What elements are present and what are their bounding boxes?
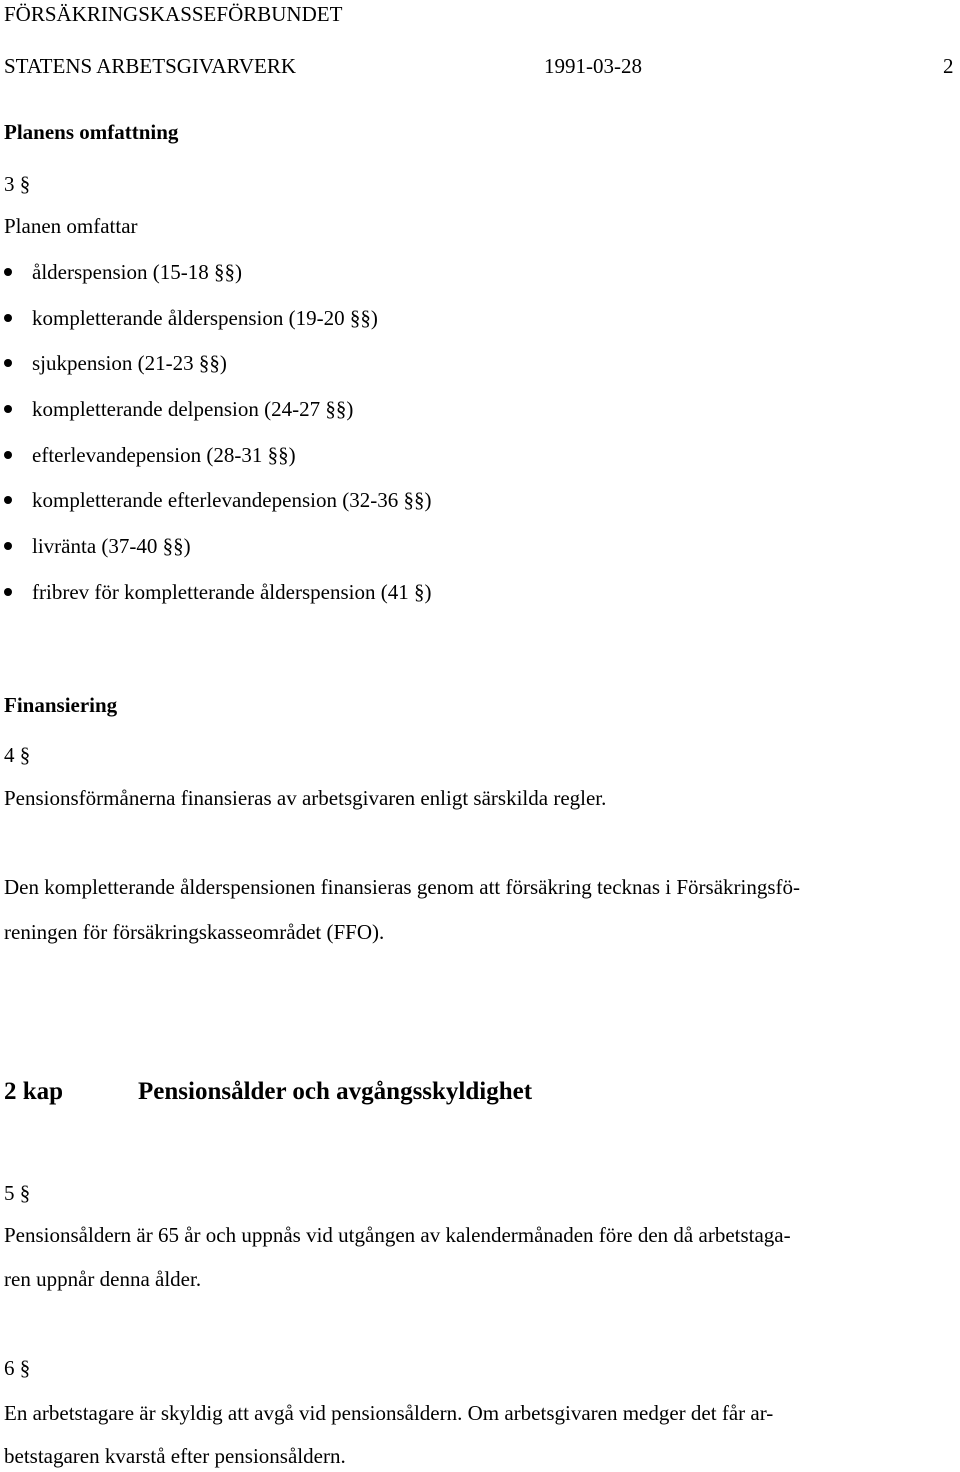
header-org: FÖRSÄKRINGSKASSEFÖRBUNDET [4,2,343,26]
bullet-icon [4,268,12,276]
list-item-text: kompletterande delpension (24-27 §§) [32,397,354,421]
list-item-text: livränta (37-40 §§) [32,534,191,558]
list-item-text: kompletterande efterlevandepension (32-36 §§) [32,488,432,512]
bullet-icon [4,496,12,504]
bullet-icon [4,359,12,367]
page-number: 2 [943,54,954,78]
paragraph-6-line-2: betstagaren kvarstå efter pensionsåldern. [4,1444,346,1468]
bullet-icon [4,542,12,550]
list-item-text: kompletterande ålderspension (19-20 §§) [32,306,378,330]
paragraph-number-6: 6 § [4,1356,31,1380]
paragraph-number-3: 3 § [4,172,31,196]
bullet-icon [4,405,12,413]
header-date: 1991-03-28 [544,54,642,78]
list-item-text: efterlevandepension (28-31 §§) [32,443,296,467]
list-item-text: sjukpension (21-23 §§) [32,351,227,375]
heading-scope: Planens omfattning [4,120,179,144]
financing-text-2-line-2: reningen för försäkringskasseområdet (FFO). [4,920,385,944]
list-item-text: fribrev för kompletterande ålderspension (41 §) [32,580,432,604]
chapter-number: 2 kap [4,1078,64,1105]
heading-financing: Finansiering [4,693,118,717]
header-row [0,52,960,80]
list-item-text: ålderspension (15-18 §§) [32,260,242,284]
bullet-icon [4,451,12,459]
paragraph-5-line-1: Pensionsåldern är 65 år och uppnås vid utgången av kalendermånaden före den då arbetstaga- [4,1223,791,1247]
chapter-title: Pensionsålder och avgångsskyldighet [138,1078,533,1105]
paragraph-6-line-1: En arbetstagare är skyldig att avgå vid pensionsåldern. Om arbetsgivaren medger det får ar- [4,1401,774,1425]
paragraph-number-5: 5 § [4,1181,31,1205]
paragraph-number-4: 4 § [4,743,31,767]
header-agency: STATENS ARBETSGIVARVERK [4,54,297,78]
financing-text-1: Pensionsförmånerna finansieras av arbetsgivaren enligt särskilda regler. [4,786,607,810]
bullet-icon [4,314,12,322]
financing-text-2-line-1: Den kompletterande ålderspensionen finansieras genom att försäkring tecknas i Försäkringsfö- [4,875,801,899]
paragraph-5-line-2: ren uppnår denna ålder. [4,1267,202,1291]
bullet-icon [4,588,12,596]
scope-intro: Planen omfattar [4,214,138,238]
